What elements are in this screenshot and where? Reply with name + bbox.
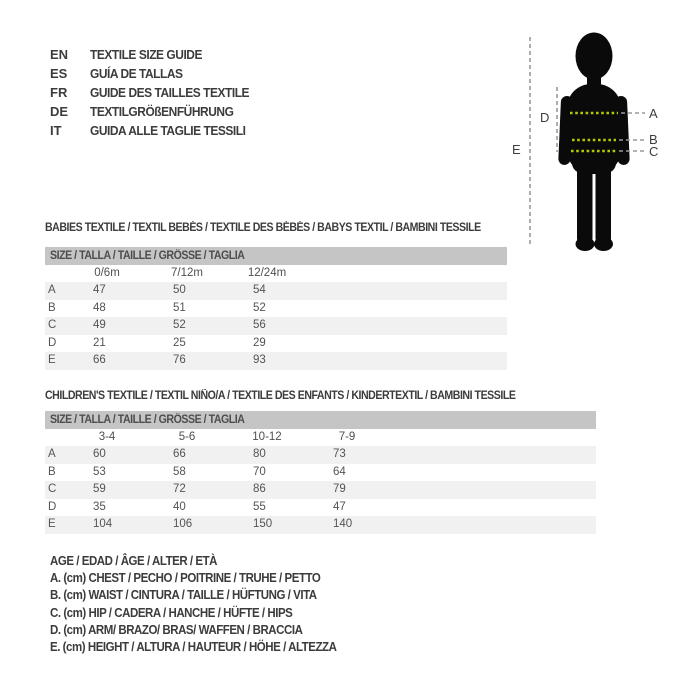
table-row (45, 335, 507, 353)
table-row (45, 499, 596, 517)
babies-size-table (45, 247, 507, 370)
cell-value: 48 (93, 301, 106, 314)
cell-value: 66 (173, 448, 186, 460)
filler-cell (387, 429, 596, 446)
column-header-row (45, 265, 507, 282)
corner-cell (45, 429, 67, 446)
list-item (50, 102, 263, 121)
legend-text: A. (cm) CHEST / PECHO / POITRINE / TRUHE / PETTO (50, 571, 321, 586)
chest-label: A (649, 106, 658, 121)
row-label: C (48, 319, 57, 331)
hip-label: C (649, 144, 659, 159)
legend-line-waist (50, 587, 361, 604)
size-header-text: SIZE / TALLA / TAILLE / GRÖSSE / TAGLIA (50, 414, 245, 426)
cell-value: 51 (173, 301, 186, 314)
row-label: A (48, 284, 56, 296)
cell-value: 47 (333, 500, 346, 513)
cell-value: 59 (93, 483, 106, 495)
cell-value: 66 (93, 354, 106, 366)
arm-label: D (540, 110, 550, 125)
column-header: 3-4 (98, 431, 116, 443)
column-header: 0/6m (94, 267, 120, 279)
filler-cell (387, 516, 596, 534)
cell-value: 58 (173, 465, 186, 478)
filler-cell (307, 335, 507, 353)
language-code: IT (50, 123, 62, 138)
cell-value: 49 (93, 319, 106, 331)
cell-value: 29 (253, 336, 266, 349)
legend-text: B. (cm) WAIST / CINTURA / TAILLE / HÜFTUNG / VITA (50, 588, 317, 603)
cell-value: 64 (333, 465, 346, 478)
cell-value: 50 (173, 284, 186, 296)
cell-value: 52 (253, 301, 266, 314)
language-code: ES (50, 66, 68, 81)
cell-value: 60 (93, 448, 106, 460)
cell-value: 25 (173, 336, 186, 349)
row-label: E (48, 518, 56, 530)
legend-line-age (50, 553, 361, 570)
legend-text: C. (cm) HIP / CADERA / HANCHE / HÜFTE / HIPS (50, 605, 293, 620)
row-label: E (48, 354, 56, 366)
table-row (45, 300, 507, 318)
filler-cell (387, 499, 596, 517)
language-code: FR (50, 85, 68, 100)
row-label: D (48, 500, 57, 513)
guide-title: GUIDE DES TAILLES TEXTILE (90, 85, 250, 100)
size-header-bar (45, 247, 507, 265)
row-label: B (48, 301, 56, 314)
filler-cell (387, 446, 596, 464)
corner-cell (45, 265, 67, 282)
table-row (45, 352, 507, 370)
legend-line-chest (50, 570, 361, 587)
column-header: 7-9 (338, 431, 356, 443)
height-label: E (512, 142, 521, 157)
cell-value: 150 (253, 518, 273, 530)
column-header: 12/24m (247, 267, 287, 279)
child-silhouette (558, 33, 630, 252)
guide-title: TEXTILE SIZE GUIDE (90, 47, 203, 62)
cell-value: 55 (253, 500, 266, 513)
filler-cell (307, 352, 507, 370)
guide-title: TEXTILGRÖßENFÜHRUNG (90, 104, 234, 119)
measurement-diagram (500, 25, 700, 260)
cell-value: 106 (173, 518, 193, 530)
filler-cell (307, 282, 507, 300)
table-row (45, 317, 507, 335)
column-header: 7/12m (171, 267, 203, 279)
waist-label: B (649, 132, 658, 147)
legend-line-height (50, 639, 361, 656)
measurement-legend (50, 553, 361, 656)
cell-value: 73 (333, 448, 346, 460)
children-section-title (45, 389, 556, 404)
table-row (45, 481, 596, 499)
cell-value: 53 (93, 465, 106, 478)
list-item (50, 83, 263, 102)
column-header-row (45, 429, 596, 446)
cell-value: 80 (253, 448, 266, 460)
language-code: EN (50, 47, 69, 62)
cell-value: 21 (93, 336, 106, 349)
cell-value: 93 (253, 354, 266, 366)
legend-text: D. (cm) ARM/ BRAZO/ BRAS/ WAFFEN / BRACCIA (50, 622, 303, 637)
cell-value: 86 (253, 483, 266, 495)
cell-value: 52 (173, 319, 186, 331)
row-label: C (48, 483, 57, 495)
cell-value: 104 (93, 518, 113, 530)
list-item (50, 64, 263, 83)
guide-title: GUIDA ALLE TAGLIE TESSILI (90, 123, 246, 138)
legend-line-arm (50, 622, 361, 639)
children-section-title-text: CHILDREN'S TEXTILE / TEXTIL NIÑO/A / TEXTILE DES ENFANTS / KINDERTEXTIL / BAMBINI TESSILE (45, 390, 516, 402)
row-label: D (48, 336, 57, 349)
filler-cell (387, 481, 596, 499)
table-row (45, 282, 507, 300)
column-header: 5-6 (178, 431, 196, 443)
child-silhouette-figure (500, 25, 700, 260)
column-header: 10-12 (252, 431, 282, 443)
cell-value: 56 (253, 319, 266, 331)
cell-value: 54 (253, 284, 266, 296)
children-size-table (45, 411, 596, 534)
cell-value: 79 (333, 483, 346, 495)
size-header-text: SIZE / TALLA / TAILLE / GRÖSSE / TAGLIA (50, 250, 245, 262)
table-row (45, 446, 596, 464)
legend-text: AGE / EDAD / ÂGE / ALTER / ETÀ (50, 554, 218, 568)
filler-cell (387, 464, 596, 482)
row-label: A (48, 448, 56, 460)
cell-value: 35 (93, 500, 106, 513)
cell-value: 72 (173, 483, 186, 495)
filler-cell (307, 300, 507, 318)
babies-section-title-text: BABIES TEXTILE / TEXTIL BEBÉS / TEXTILE DES BÉBÉS / BABYS TEXTIL / BAMBINI TESSILE (45, 222, 481, 234)
babies-section-title (45, 221, 519, 236)
cell-value: 140 (333, 518, 353, 530)
size-header-bar (45, 411, 596, 429)
guide-title: GUÍA DE TALLAS (90, 66, 183, 81)
cell-value: 76 (173, 354, 186, 366)
table-row (45, 464, 596, 482)
row-label: B (48, 465, 56, 478)
filler-cell (307, 317, 507, 335)
filler-cell (307, 265, 507, 282)
list-item (50, 121, 263, 140)
cell-value: 47 (93, 284, 106, 296)
cell-value: 40 (173, 500, 186, 513)
legend-text: E. (cm) HEIGHT / ALTURA / HAUTEUR / HÖHE / ALTEZZA (50, 639, 337, 654)
legend-line-hip (50, 605, 361, 622)
cell-value: 70 (253, 465, 266, 478)
language-title-list (50, 45, 263, 140)
language-code: DE (50, 104, 69, 119)
table-row (45, 516, 596, 534)
list-item (50, 45, 263, 64)
